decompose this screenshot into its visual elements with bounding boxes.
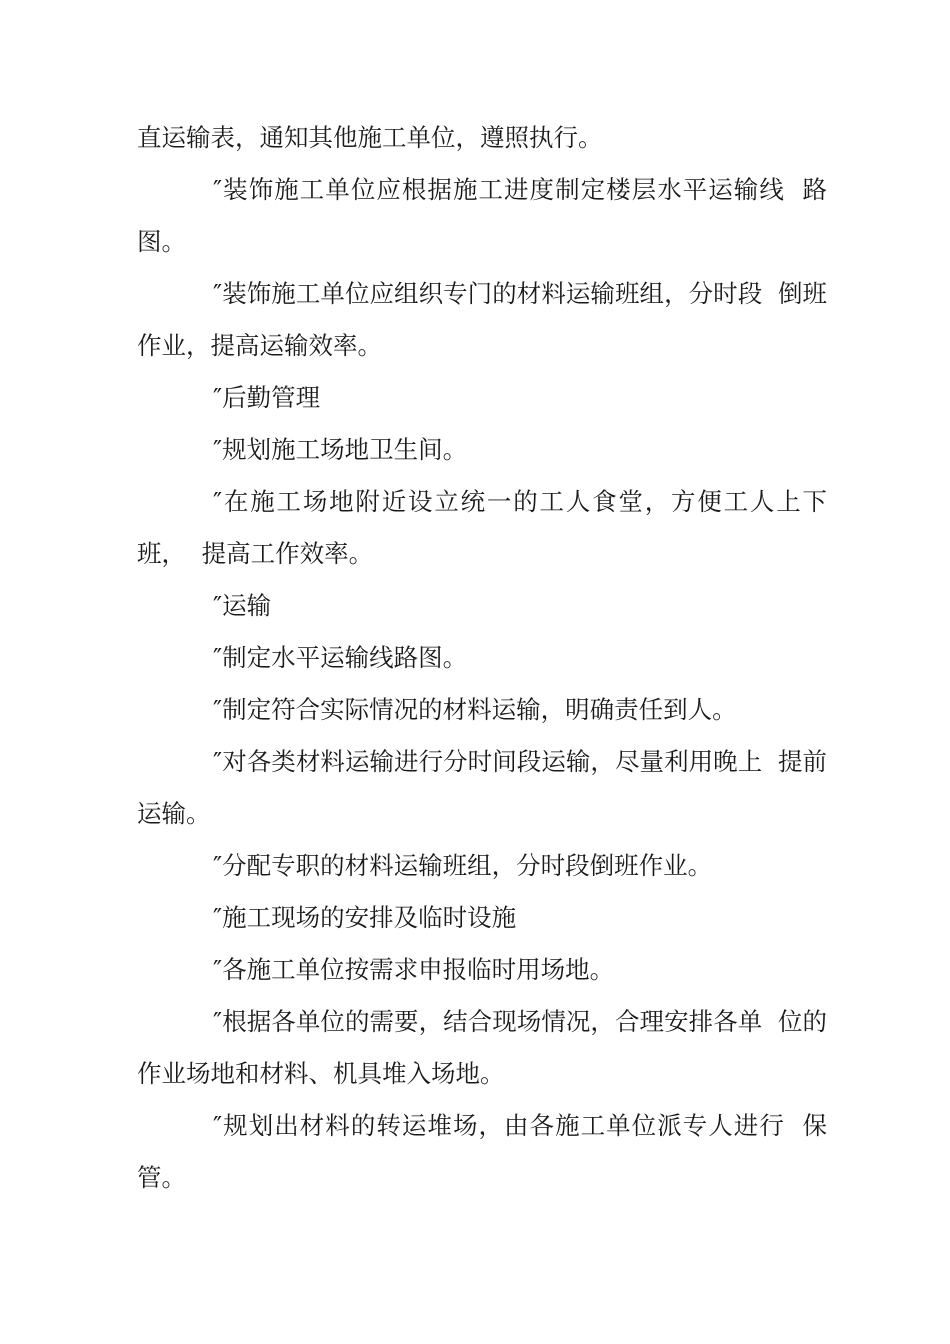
paragraph: ″对各类材料运输进行分时间段运输，尽量利用晚上 提前运输。 — [137, 747, 827, 828]
paragraph: ″制定符合实际情况的材料运输，明确责任到人。 — [213, 695, 737, 724]
paragraph: ″运输 — [213, 591, 272, 620]
paragraph: ″分配专职的材料运输班组，分时段倒班作业。 — [213, 851, 713, 880]
paragraph: ″在施工场地附近设立统一的工人食堂，方便工人上下班， 提高工作效率。 — [137, 487, 827, 568]
paragraph: 直运输表，通知其他施工单位，遵照执行。 — [137, 123, 603, 152]
paragraph: ″规划出材料的转运堆场，由各施工单位派专人进行 保管。 — [137, 1111, 827, 1192]
paragraph: ″规划施工场地卫生间。 — [213, 435, 468, 464]
paragraph: ″装饰施工单位应组织专门的材料运输班组，分时段 倒班作业，提高运输效率。 — [137, 279, 827, 360]
paragraph: ″制定水平运输线路图。 — [213, 643, 468, 672]
paragraph: ″后勤管理 — [213, 383, 321, 412]
paragraph: ″施工现场的安排及临时设施 — [213, 903, 517, 932]
paragraph: ″根据各单位的需要，结合现场情况，合理安排各单 位的作业场地和材料、机具堆入场地。 — [137, 1007, 827, 1088]
body-text — [137, 112, 827, 1204]
paragraph: ″装饰施工单位应根据施工进度制定楼层水平运输线 路图。 — [137, 175, 827, 256]
paragraph: ″各施工单位按需求申报临时用场地。 — [213, 955, 615, 984]
